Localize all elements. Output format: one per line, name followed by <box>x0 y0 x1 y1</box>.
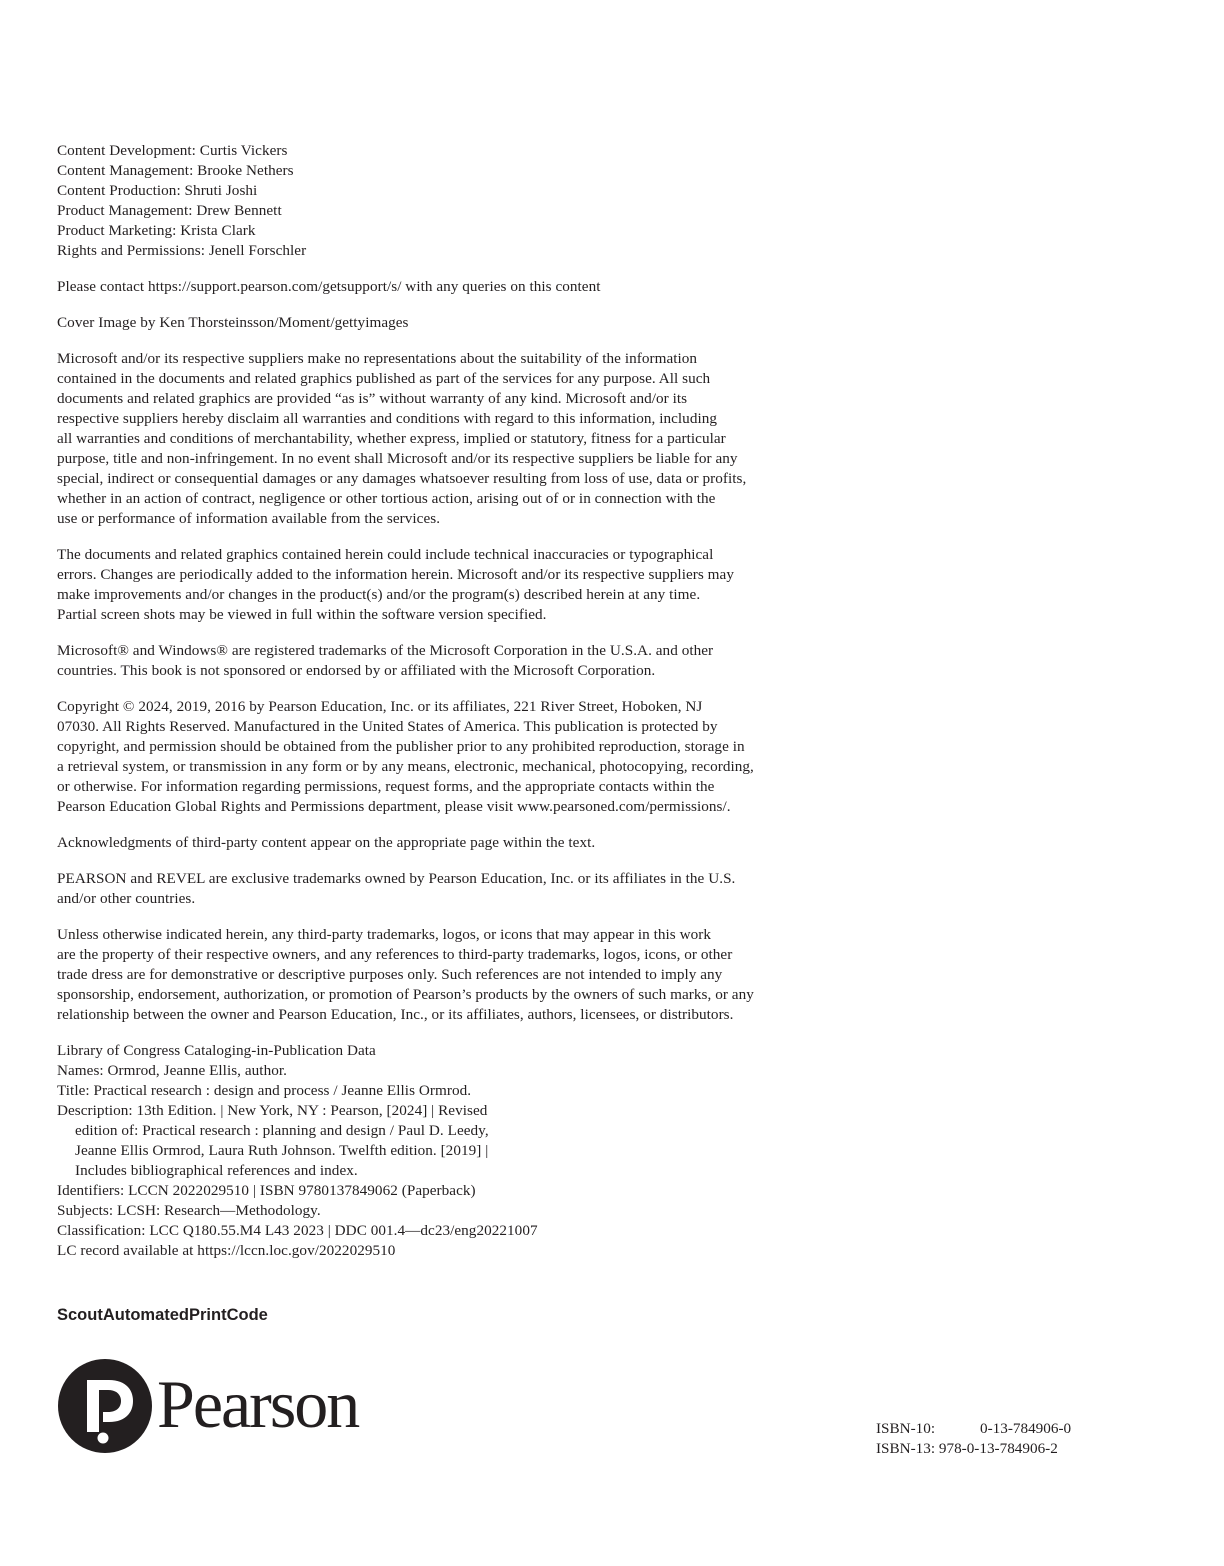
credit-line: Product Management: Drew Bennett <box>57 202 282 219</box>
text-line: Acknowledgments of third-party content appear on the appropriate page within the text. <box>57 834 596 851</box>
contact-text: Please contact https://support.pearson.com/getsupport/s/ with any queries on this content <box>57 278 601 295</box>
cip-identifiers: Identifiers: LCCN 2022029510 | ISBN 9780137849062 (Paperback) <box>57 1182 476 1199</box>
text-line: a retrieval system, or transmission in any form or by any means, electronic, mechanical, photocopying, recording, <box>57 758 754 775</box>
cip-lc-record: LC record available at https://lccn.loc.gov/2022029510 <box>57 1242 396 1259</box>
documents-disclaimer <box>57 545 837 625</box>
isbn-13-value: 978-0-13-784906-2 <box>938 1440 1058 1457</box>
credits-list <box>57 141 837 261</box>
text-line: all warranties and conditions of merchantability, whether express, implied or statutory, fitness for a particular <box>57 430 726 447</box>
cip-names: Names: Ormrod, Jeanne Ellis, author. <box>57 1062 287 1079</box>
text-line: The documents and related graphics contained herein could include technical inaccuracies or typographical <box>57 546 714 563</box>
copyright-notice <box>57 697 837 817</box>
acknowledgments <box>57 833 837 853</box>
pearson-trademarks <box>57 869 837 909</box>
isbn-13-row <box>876 1439 1071 1459</box>
credit-line: Product Marketing: Krista Clark <box>57 222 256 239</box>
credit-line: Rights and Permissions: Jenell Forschler <box>57 242 307 259</box>
text-line: Unless otherwise indicated herein, any third-party trademarks, logos, or icons that may appear in this work <box>57 926 712 943</box>
cip-description: Description: 13th Edition. | New York, NY : Pearson, [2024] | Revised <box>57 1102 488 1119</box>
pearson-logo <box>57 1358 377 1456</box>
cip-classification: Classification: LCC Q180.55.M4 L43 2023 | DDC 001.4—dc23/eng20221007 <box>57 1222 538 1239</box>
text-line: sponsorship, endorsement, authorization, or promotion of Pearson’s products by the owners of such marks, or any <box>57 986 754 1003</box>
isbn-10-label: ISBN-10: <box>876 1420 936 1437</box>
text-line: use or performance of information available from the services. <box>57 510 441 527</box>
text-line: errors. Changes are periodically added to the information herein. Microsoft and/or its respective suppliers may <box>57 566 734 583</box>
text-line: respective suppliers hereby disclaim all warranties and conditions with regard to this information, including <box>57 410 718 427</box>
text-line: purpose, title and non-infringement. In no event shall Microsoft and/or its respective suppliers be liable for any <box>57 450 738 467</box>
cip-subjects: Subjects: LCSH: Research—Methodology. <box>57 1202 321 1219</box>
text-line: Pearson Education Global Rights and Permissions department, please visit www.pearsoned.com/permissions/. <box>57 798 731 815</box>
credit-line: Content Management: Brooke Nethers <box>57 162 294 179</box>
text-line: make improvements and/or changes in the product(s) and/or the program(s) described herein at any time. <box>57 586 701 603</box>
text-line: Copyright © 2024, 2019, 2016 by Pearson Education, Inc. or its affiliates, 221 River Street, Hoboken, NJ <box>57 698 703 715</box>
contact-paragraph <box>57 277 837 297</box>
text-line: are the property of their respective owners, and any references to third-party trademarks, logos, icons, or other <box>57 946 733 963</box>
text-line: contained in the documents and related graphics published as part of the services for any purpose. All such <box>57 370 711 387</box>
text-line: Microsoft® and Windows® are registered trademarks of the Microsoft Corporation in the U.S.A. and other <box>57 642 714 659</box>
text-line: trade dress are for demonstrative or descriptive purposes only. Such references are not intended to imply any <box>57 966 723 983</box>
text-line: countries. This book is not sponsored or endorsed by or affiliated with the Microsoft Corporation. <box>57 662 656 679</box>
text-line: whether in an action of contract, negligence or other tortious action, arising out of or in connection with the <box>57 490 716 507</box>
isbn-13-label: ISBN-13: <box>876 1440 936 1457</box>
print-code: ScoutAutomatedPrintCode <box>57 1306 268 1324</box>
text-line: 07030. All Rights Reserved. Manufactured in the United States of America. This publication is protected by <box>57 718 718 735</box>
isbn-10-value: 0-13-784906-0 <box>980 1420 1072 1437</box>
cip-data <box>57 1041 837 1261</box>
text-line: copyright, and permission should be obtained from the publisher prior to any prohibited reproduction, storage in <box>57 738 745 755</box>
microsoft-disclaimer <box>57 349 837 529</box>
third-party-notice <box>57 925 837 1025</box>
main-text <box>57 141 837 1277</box>
text-line: special, indirect or consequential damages or any damages whatsoever resulting from loss of use, data or profits, <box>57 470 747 487</box>
text-line: and/or other countries. <box>57 890 196 907</box>
pearson-logo-icon <box>57 1358 153 1454</box>
microsoft-trademarks <box>57 641 837 681</box>
cover-image-text: Cover Image by Ken Thorsteinsson/Moment/gettyimages <box>57 314 409 331</box>
isbn-block <box>876 1419 1071 1459</box>
cip-description: Jeanne Ellis Ormrod, Laura Ruth Johnson. Twelfth edition. [2019] | <box>75 1142 489 1159</box>
cip-title: Title: Practical research : design and process / Jeanne Ellis Ormrod. <box>57 1082 472 1099</box>
text-line: Partial screen shots may be viewed in full within the software version specified. <box>57 606 547 623</box>
cip-description: Includes bibliographical references and index. <box>75 1162 358 1179</box>
text-line: PEARSON and REVEL are exclusive trademarks owned by Pearson Education, Inc. or its affiliates in the U.S. <box>57 870 736 887</box>
cip-description: edition of: Practical research : planning and design / Paul D. Leedy, <box>75 1122 489 1139</box>
credit-line: Content Development: Curtis Vickers <box>57 142 288 159</box>
credit-line: Content Production: Shruti Joshi <box>57 182 258 199</box>
cover-image-credit <box>57 313 837 333</box>
text-line: documents and related graphics are provided “as is” without warranty of any kind. Microsoft and/or its <box>57 390 688 407</box>
text-line: relationship between the owner and Pearson Education, Inc., or its affiliates, authors, licensees, or distributors. <box>57 1006 734 1023</box>
text-line: Microsoft and/or its respective suppliers make no representations about the suitability of the information <box>57 350 698 367</box>
pearson-wordmark: Pearson <box>157 1366 359 1442</box>
text-line: or otherwise. For information regarding permissions, request forms, and the appropriate contacts within the <box>57 778 715 795</box>
isbn-10-row <box>876 1419 1071 1439</box>
cip-heading: Library of Congress Cataloging-in-Publication Data <box>57 1042 376 1059</box>
